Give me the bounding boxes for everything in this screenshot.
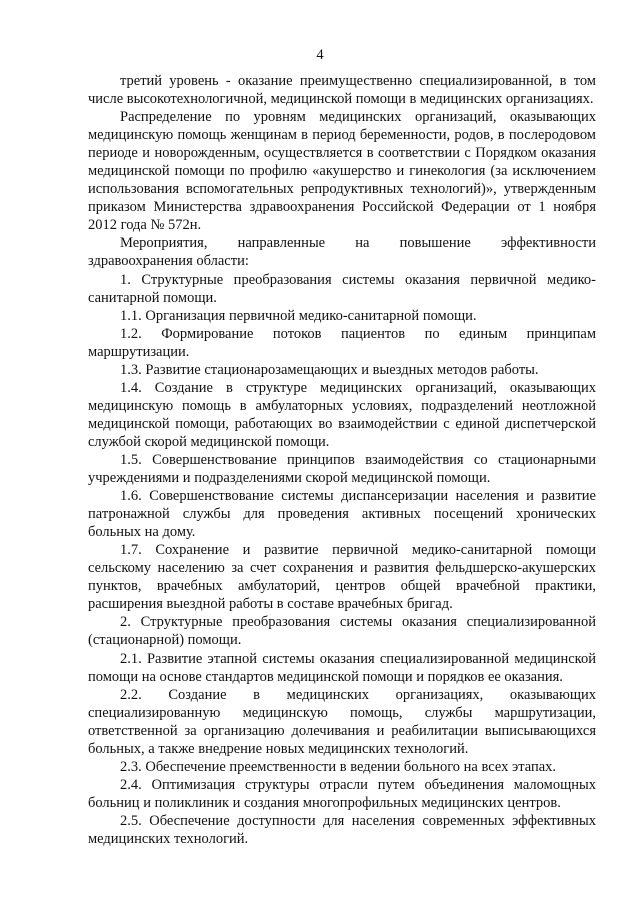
- paragraph-item-2-3: 2.3. Обеспечение преемственности в ведении больного на всех этапах.: [120, 758, 557, 775]
- paragraph-item-2-1: 2.1. Развитие этапной системы оказания специализированной медицинской помощи на основе стандартов медицинской помощи и порядков ее оказания.: [88, 650, 596, 685]
- paragraph-item-2: 2. Структурные преобразования системы оказания специализированной (стационарной) помощи.: [88, 614, 596, 649]
- paragraph-item-1-4: 1.4. Создание в структуре медицинских организаций, оказывающих медицинскую помощь в амбулаторных условиях, подразделений неотложной медицинской помощи, работающих во взаимодействии с единой диспетчерской службой скорой медицинской помощи.: [88, 379, 596, 450]
- paragraph-third-level: третий уровень - оказание преимущественно специализированной, в том числе высокотехнологичной, медицинской помощи в медицинских организациях.: [88, 73, 596, 108]
- paragraph-measures-intro: Мероприятия, направленные на повышение эффективности здравоохранения области:: [88, 235, 596, 270]
- document-body: [88, 72, 596, 848]
- paragraph-item-1: 1. Структурные преобразования системы оказания первичной медико-санитарной помощи.: [88, 271, 596, 306]
- paragraph-item-1-6: 1.6. Совершенствование системы диспансеризации населения и развитие патронажной службы для проведения активных посещений хронических больных на дому.: [88, 488, 596, 541]
- paragraph-item-2-5: 2.5. Обеспечение доступности для населения современных эффективных медицинских технологий.: [88, 812, 596, 847]
- paragraph-item-1-7: 1.7. Сохранение и развитие первичной медико-санитарной помощи сельскому населению за счет сохранения и развития фельдшерско-акушерских пунктов, врачебных амбулаторий, центров общей врачебной практики, расширения выездной работы в составе врачебных бригад.: [88, 542, 596, 613]
- paragraph-distribution: Распределение по уровням медицинских организаций, оказывающих медицинскую помощь женщинам в период беременности, родов, в послеродовом периоде и новорожденным, осуществляется в соответствии с Порядком оказания медицинской помощи по профилю «акушерство и гинекология (за исключением использования вспомогательных репродуктивных технологий)», утвержденным приказом Министерства здравоохранения Российской Федерации от 1 ноября 2012 года № 572н.: [88, 109, 596, 234]
- paragraph-item-1-2: 1.2. Формирование потоков пациентов по единым принципам маршрутизации.: [88, 325, 596, 360]
- paragraph-item-2-2: 2.2. Создание в медицинских организациях, оказывающих специализированную медицинскую помощь, службы маршрутизации, ответственной за организацию долечивания и реабилитации выписывающихся больных, а также внедрение новых медицинских технологий.: [88, 686, 596, 757]
- paragraph-item-2-4: 2.4. Оптимизация структуры отрасли путем объединения маломощных больниц и поликлиник и создания многопрофильных медицинских центров.: [88, 776, 596, 811]
- paragraph-item-1-3: 1.3. Развитие стационарозамещающих и выездных методов работы.: [120, 361, 539, 378]
- paragraph-item-1-5: 1.5. Совершенствование принципов взаимодействия со стационарными учреждениями и подразделениями скорой медицинской помощи.: [88, 451, 596, 487]
- page-number: 4: [316, 47, 324, 63]
- paragraph-item-1-1: 1.1. Организация первичной медико-санитарной помощи.: [120, 307, 477, 324]
